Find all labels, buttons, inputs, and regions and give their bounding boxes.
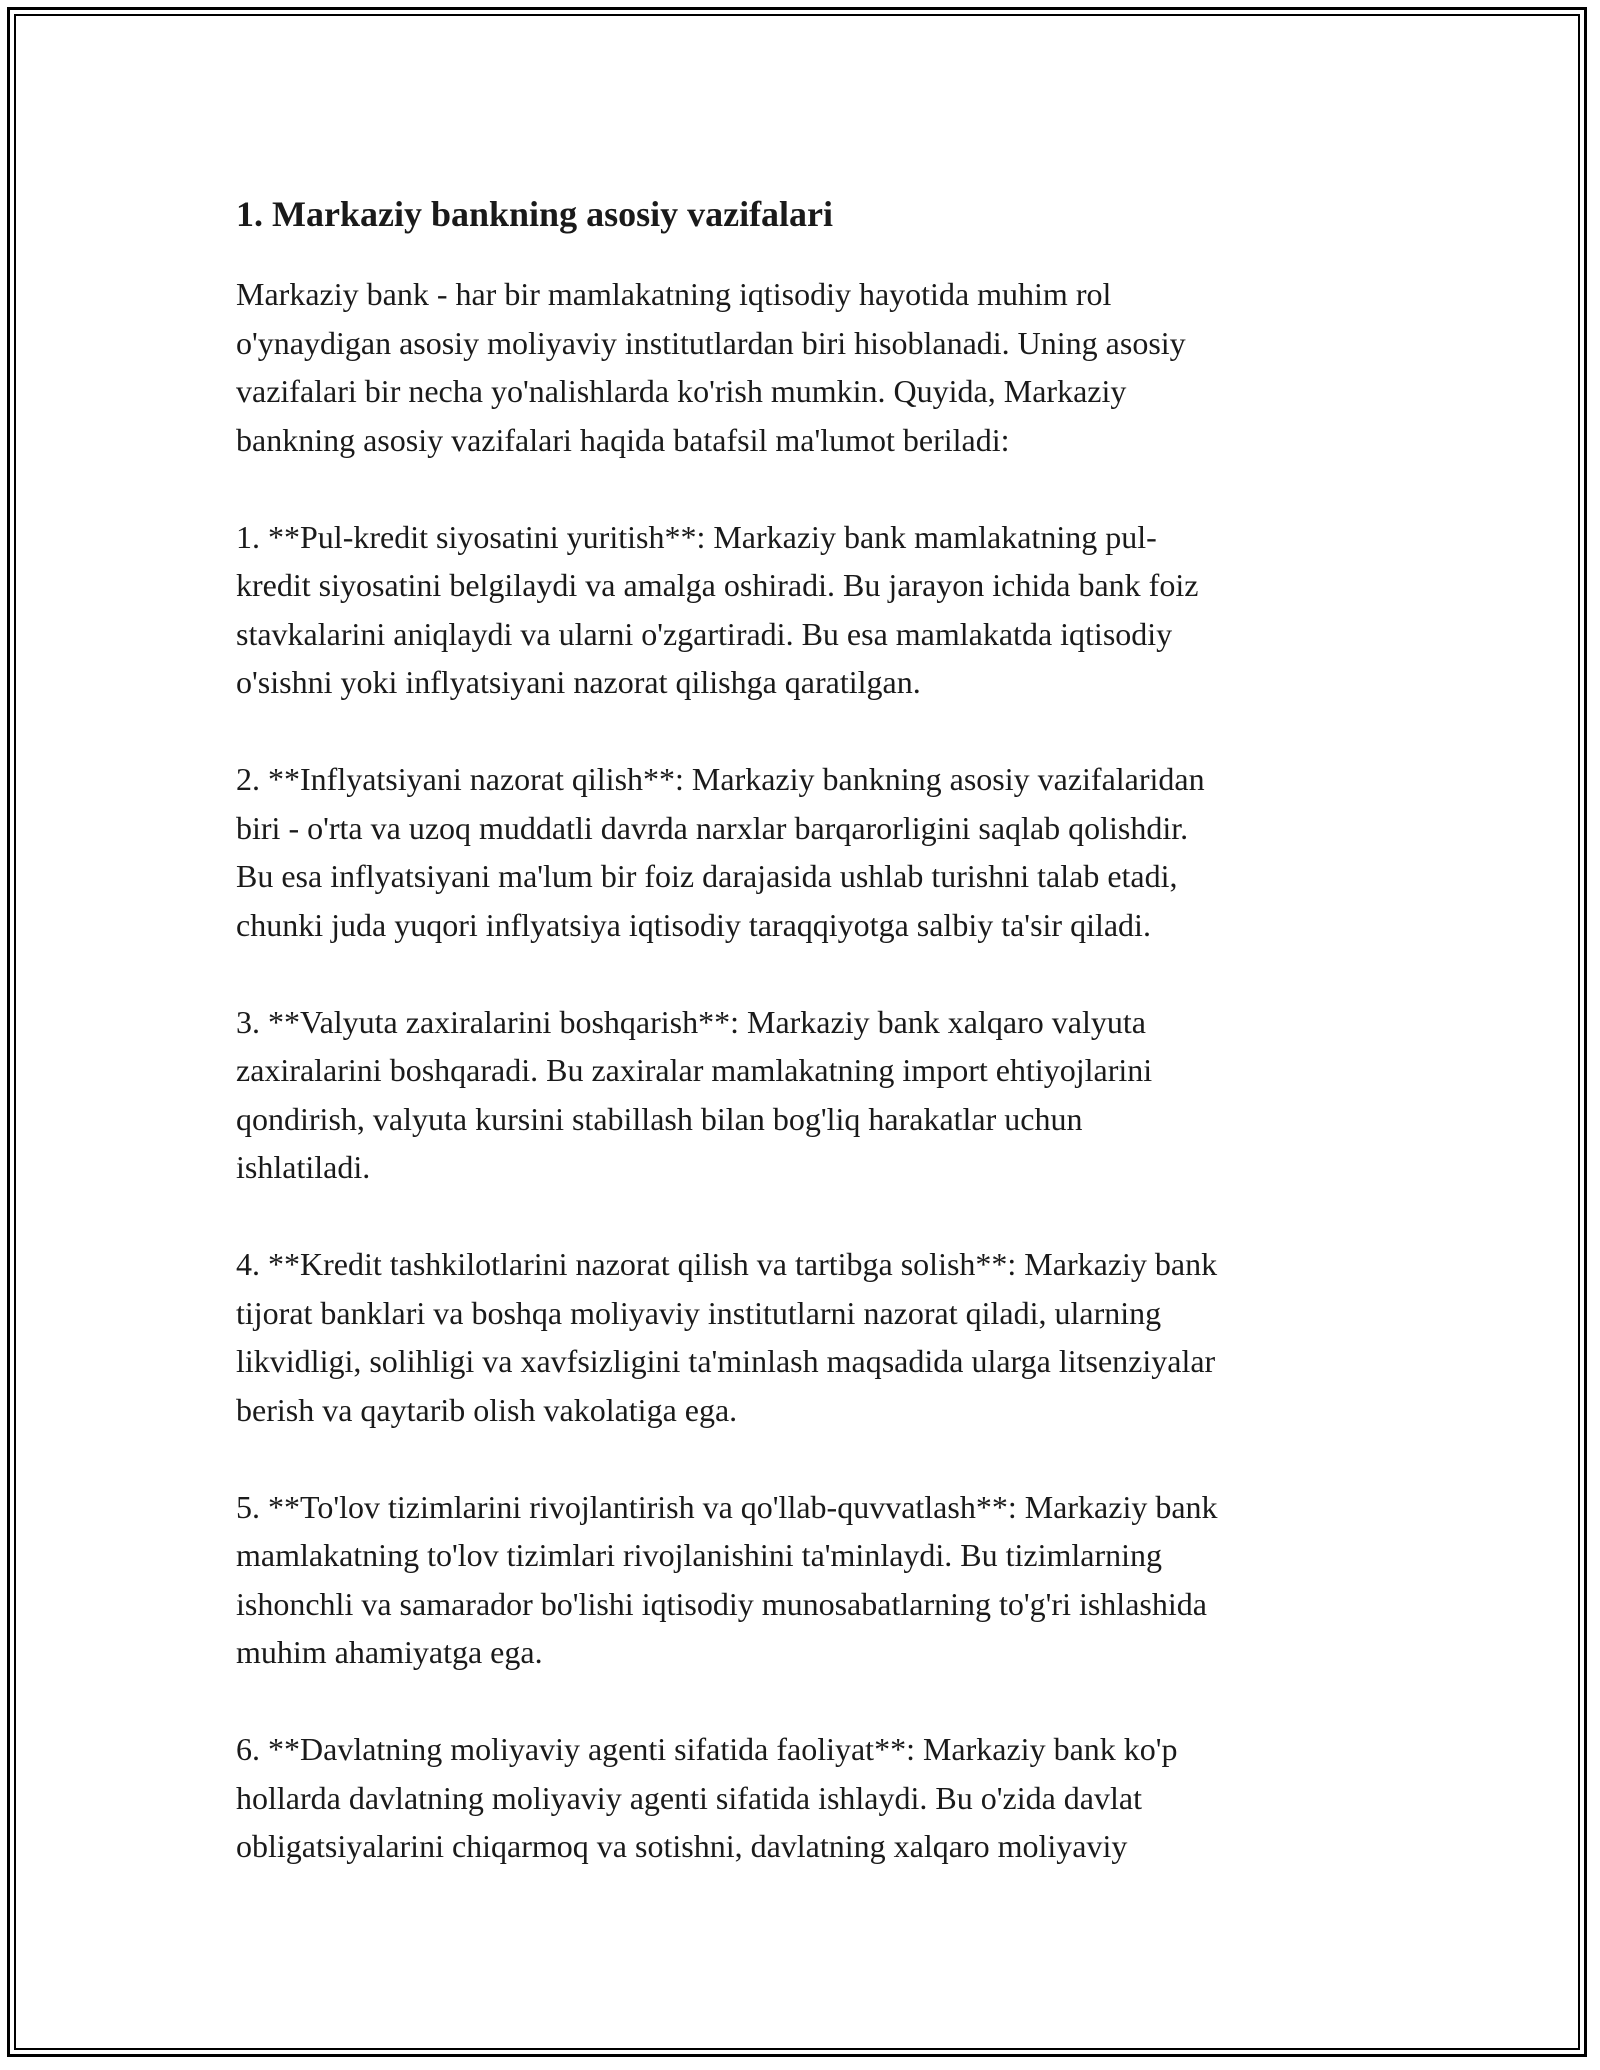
document-title: 1. Markaziy bankning asosiy vazifalari [236,194,834,234]
paragraph-item-4: 4. **Kredit tashkilotlarini nazorat qilish va tartibga solish**: Markaziy bank tijorat banklari va boshqa moliyaviy institutlarni nazorat qiladi, ularning likvidligi, solihligi va xavfsizligini ta'minlash maqsadida ularga litsenziyalar berish va qaytarib olish vakolatiga ega. [236,1246,1218,1428]
paragraph-item-5: 5. **To'lov tizimlarini rivojlantirish va qo'llab-quvvatlash**: Markaziy bank mamlakatning to'lov tizimlari rivojlanishini ta'minlaydi. Bu tizimlarning ishonchli va samarador bo'lishi iqtisodiy munosabatlarning to'g'ri ishlashida muhim ahamiyatga ega. [236,1488,1218,1670]
document-body [236,182,1386,1919]
intro-paragraph: Markaziy bank - har bir mamlakatning iqtisodiy hayotida muhim rol o'ynaydigan asosiy moliyaviy institutlardan biri hisoblanadi. Uning asosiy vazifalari bir necha yo'nalishlarda ko'rish mumkin. Quyida, Markaziy bankning asosiy vazifalari haqida batafsil ma'lumot beriladi: [236,276,1186,458]
paragraph-item-6: 6. **Davlatning moliyaviy agenti sifatida faoliyat**: Markaziy bank ko'p hollarda davlatning moliyaviy agenti sifatida ishlaydi. Bu o'zida davlat obligatsiyalarini chiqarmoq va sotishni, davlatning xalqaro moliyaviy [236,1731,1178,1864]
paragraph-item-2: 2. **Inflyatsiyani nazorat qilish**: Markaziy bankning asosiy vazifalaridan biri - o'rta va uzoq muddatli davrda narxlar barqarorligini saqlab qolishdir. Bu esa inflyatsiyani ma'lum bir foiz darajasida ushlab turishni talab etadi, chunki juda yuqori inflyatsiya iqtisodiy taraqqiyotga salbiy ta'sir qiladi. [236,761,1205,943]
paragraph-item-3: 3. **Valyuta zaxiralarini boshqarish**: Markaziy bank xalqaro valyuta zaxiralarini boshqaradi. Bu zaxiralar mamlakatning import ehtiyojlarini qondirish, valyuta kursini stabillash bilan bog'liq harakatlar uchun ishlatiladi. [236,1003,1153,1185]
paragraph-item-1: 1. **Pul-kredit siyosatini yuritish**: Markaziy bank mamlakatning pul- kredit siyosatini belgilaydi va amalga oshiradi. Bu jarayon ichida bank foiz stavkalarini aniqlaydi va ularni o'zgartiradi. Bu esa mamlakatda iqtisodiy o'sishni yoki inflyatsiyani nazorat qilishga qaratilgan. [236,518,1199,700]
